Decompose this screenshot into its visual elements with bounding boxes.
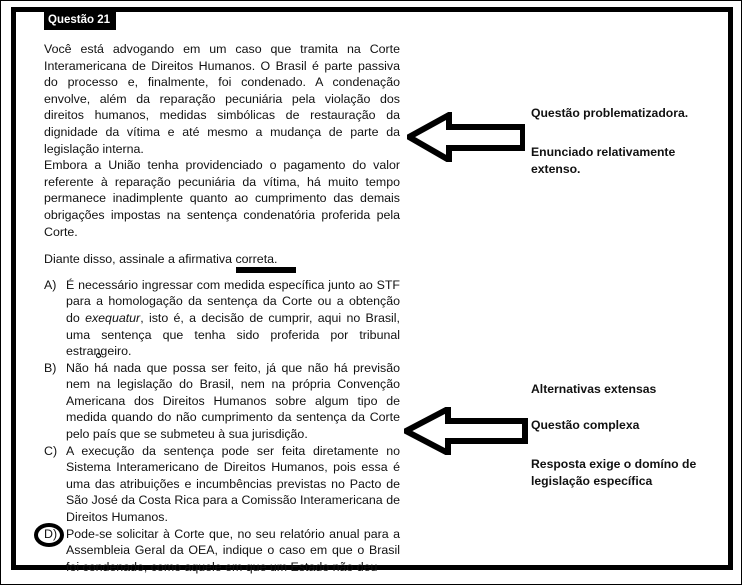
annotation-alternativas-extensas: Alternativas extensas (531, 382, 657, 396)
alternative-b[interactable] (44, 360, 400, 443)
annotation-questao-complexa: Questão complexa (531, 418, 640, 432)
alternative-a-italic-term: exequatur (85, 310, 141, 325)
alternative-a-text (66, 277, 400, 360)
question-column (44, 10, 400, 575)
alternative-b-letter: B) (44, 360, 57, 375)
alternative-d[interactable] (44, 526, 400, 576)
alternative-a-letter: A) (44, 277, 57, 292)
left-arrow-icon-top (407, 112, 525, 167)
instruction-lead-text: Diante disso, assinale a afirmativa (44, 252, 236, 267)
highlighted-word-wrap (235, 251, 277, 268)
alternative-a-text-part1: É necessário ingressar com medida específica junto ao STF para a homologação da sentença da Corte ou a obtenção do (66, 277, 400, 325)
alternative-c-text: A execução da sentença pode ser feita diretamente no Sistema Interamericano de Direitos Humanos, pois essa é uma das atribuições e incumbências previstas no Pacto de São José da Costa Rica para a Comissão Interamericana de Direitos Humanos. (66, 443, 400, 525)
annotation-enunciado-extenso: Enunciado relativamente extenso. (531, 145, 676, 176)
question-number-tag: Questão 21 (44, 11, 116, 30)
alternative-c[interactable] (44, 443, 400, 526)
annotation-questao-problematizadora: Questão problematizadora. (531, 106, 689, 120)
stray-dot-artifact (96, 353, 101, 358)
left-arrow-icon-bottom (404, 407, 528, 460)
statement-paragraph-2: Embora a União tenha providenciado o pagamento do valor referente à reparação pecuniária da vítima, há muito tempo permanece inadimplente quanto ao cumprimento das demais obrigações impostas na sentença condenatória proferida pela Corte. (44, 158, 400, 239)
annotation-resposta-exige-dominio: Resposta exige o domíno de legislação específica (531, 457, 697, 488)
alternative-d-letter: D) (44, 526, 58, 541)
statement-instruction (44, 251, 400, 268)
alternatives-list (44, 277, 400, 576)
marker-underline-stroke (236, 267, 296, 273)
alternative-d-text: Pode-se solicitar à Corte que, no seu relatório anual para a Assembleia Geral da OEA, indique o caso em que o Brasil foi condenado, como aquele em que um Estado não deu (66, 526, 400, 574)
alternative-a-text-part2: , isto é, a decisão de cumprir, aqui no Brasil, uma sentença que tenha sido proferida por tribunal estrangeiro. (66, 310, 400, 359)
alternative-b-text: Não há nada que possa ser feito, já que não há previsão nem na legislação do Brasil, nem na própria Convenção Americana dos Direitos Humanos sobre algum tipo de medida quando do não cumprimento da sentença da Corte pelo país que se submeteu à sua jurisdição. (66, 360, 400, 442)
alternative-a[interactable] (44, 277, 400, 360)
statement-paragraph-1: Você está advogando em um caso que tramita na Corte Interamericana de Direitos Humanos. O Brasil é parte passiva do processo e, finalmente, foi condenado. A condenação envolve, além da reparação pecuniária pela violação dos direitos humanos, medidas simbólicas de restauração da dignidade da vítima e até mesmo a mudança de parte da legislação interna. (44, 42, 400, 156)
instruction-marked-word: correta. (235, 252, 278, 267)
alternative-c-letter: C) (44, 443, 58, 458)
